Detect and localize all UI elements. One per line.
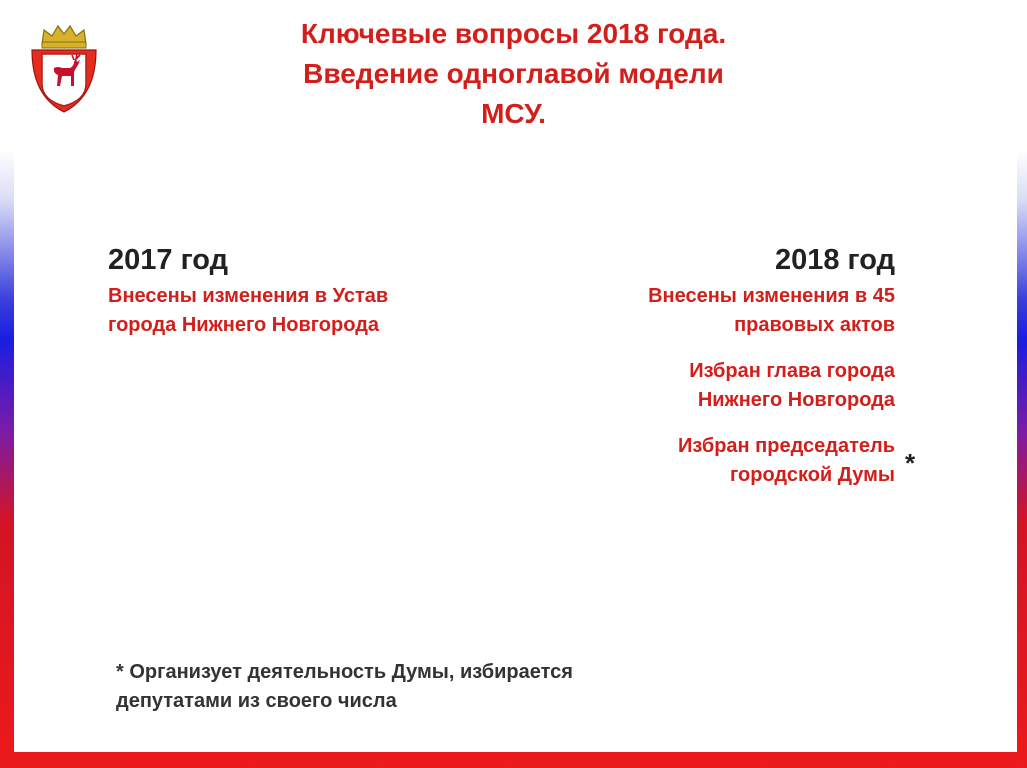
footnote (116, 658, 716, 716)
achievement-line: Нижнего Новгорода (697, 389, 895, 411)
footnote-marker: * (905, 448, 916, 478)
achievement-line: города Нижнего Новгорода (108, 314, 380, 336)
achievement-item (520, 432, 895, 490)
achievement-line: Внесены изменения в 45 (648, 285, 895, 307)
achievement-item (520, 357, 895, 415)
achievement-line: городской Думы (729, 464, 895, 486)
year-heading: 2018 год (774, 244, 895, 276)
achievement-line: правовых актов (734, 314, 895, 336)
year-heading: 2017 год (108, 244, 229, 276)
title-line: Ключевые вопросы 2018 года. (300, 18, 727, 49)
column-2018 (520, 240, 895, 490)
footnote-line: депутатами из своего числа (116, 690, 397, 712)
achievement-line: Избран глава города (689, 360, 895, 382)
slide-title (0, 14, 1027, 134)
achievement-item (520, 282, 895, 340)
footnote-line: * Организует деятельность Думы, избирается (116, 661, 573, 683)
title-line: МСУ. (481, 98, 546, 129)
achievement-line: Избран председатель (678, 435, 895, 457)
achievement-item (108, 282, 528, 340)
column-2017 (108, 240, 528, 340)
achievement-line: Внесены изменения в Устав (108, 285, 389, 307)
title-line: Введение одноглавой модели (303, 58, 724, 89)
